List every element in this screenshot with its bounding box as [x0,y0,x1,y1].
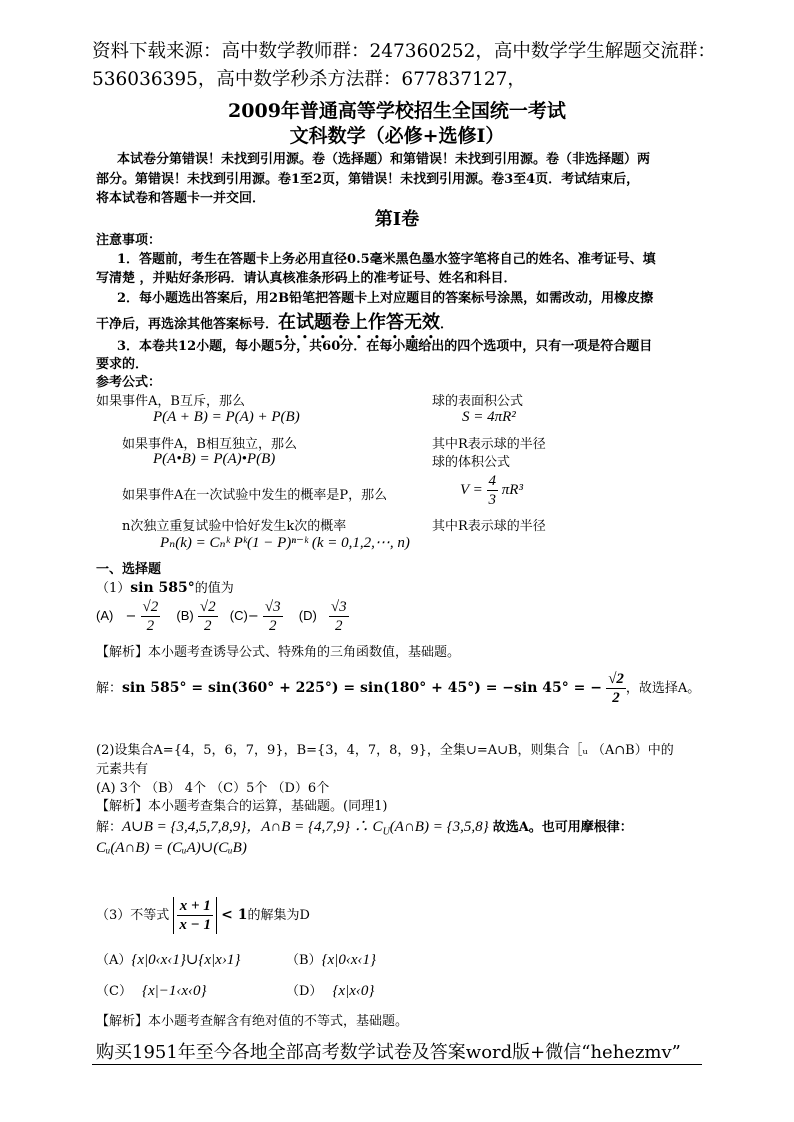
intro-line3: 将本试卷和答题卡一并交回． [96,191,266,206]
formula-mutex-label: 如果事件A，B互斥，那么 [96,394,245,409]
sphere-area-label: 球的表面积公式 [432,394,524,409]
formula-independent: P(A•B) = P(A)•P(B) [153,451,276,467]
formula-binomial: Pₙ(k) = Cₙᵏ Pᵏ(1 − P)ⁿ⁻ᵏ (k = 0,1,2,⋯, n) [160,535,410,551]
part1-heading: 一、选择题 [96,562,162,577]
q3-option-c: （C） {x|−1‹x‹0} [96,983,207,999]
sphere-radius-note1: 其中R表示球的半径 [432,437,546,452]
formula-mutex: P(A + B) = P(A) + P(B) [153,409,300,425]
note1-line2: 写清楚 ，并贴好条形码．请认真核准条形码上的准考证号、姓名和科目． [96,271,517,286]
note1-line1: 1．答题前，考生在答题卡上务必用直径0.5毫米黑色墨水签字笔将自己的姓名、准考证号、填 [117,252,656,267]
q2-analysis: 【解析】本小题考查集合的运算，基础题。(同理1) [96,799,388,814]
formula-independent-label: 如果事件A，B相互独立，那么 [122,437,297,452]
q1-solution-fraction: $\frac{√2}{2}$ [608,671,624,706]
formula-binomial-label: n次独立重复试验中恰好发生k次的概率 [122,519,347,534]
sphere-area-formula: S = 4πR² [462,409,516,425]
notes-heading: 注意事项： [96,233,162,248]
q1-option-b-fraction: $\frac{√2}{2}$ [199,599,216,634]
q2-stem-line1: (2)设集合A={4，5，6，7，9}，B={3，4，7，8，9}，全集∪=A∪B，则集合［ᵤ （A∩B）中的 [96,743,674,758]
q1-option-d-fraction: $\frac{√3}{2}$ [330,599,347,634]
intro-line2: 部分。第错误！未找到引用源。卷1至2页，第错误！未找到引用源。卷3至4页．考试结束后， [96,172,640,187]
note3-line1: 3．本卷共12小题，每小题5分，共60分．在每小题给出的四个选项中，只有一项是符合题目 [117,339,653,354]
note3-line2: 要求的． [96,357,149,372]
sphere-volume-label: 球的体积公式 [432,455,511,470]
q3-stem: （3）不等式 $\frac{x + 1}{x - 1}$ < 1的解集为D [96,898,310,933]
note2-end: ． [440,317,454,332]
q2-stem-line2: 元素共有 [96,762,149,777]
footer-ad: 购买1951年至今各地全部高考数学试卷及答案word版+微信“hehezmv” [96,1042,681,1063]
note2-text: 干净后，再选涂其他答案标号． [96,317,279,332]
q1-stem: （1）sin 585°的值为 [96,580,234,596]
note2-line1: 2．每小题选出答案后，用2B铅笔把答题卡上对应题目的答案标号涂黑，如需改动，用橡皮擦 [117,291,654,306]
q1-option-a-fraction: $\frac{√2}{2}$ [142,599,159,634]
note2-emphasis: 在试题卷上作答无效 [278,312,441,333]
q3-option-a: （A）{x|0‹x‹1}∪{x|x›1} [96,952,241,968]
footer-divider [92,1064,702,1065]
q2-solution: 解：A∪B = {3,4,5,7,8,9}，A∩B = {4,7,9} ∴ $C_U(A\cap B) = \{3,5,8\}$ 故选A。也可用摩根律： [96,819,633,838]
section-title: 第Ⅰ卷 [374,209,420,230]
fraction-4-3: $\frac{4}{3}$ [488,473,497,508]
exam-subtitle: 文科数学（必修+选修Ⅰ） [289,125,505,147]
q2-options: (A) 3个 （B） 4个 （C）5个 （D）6个 [96,781,330,796]
q3-absolute-value: $\frac{x + 1}{x - 1}$ [173,897,217,934]
exam-title: 2009年普通高等学校招生全国统一考试 [228,100,566,122]
q3-option-b: （B）{x|0‹x‹1} [286,952,376,968]
formulas-heading: 参考公式： [96,375,162,390]
q1-option-c-fraction: $\frac{√3}{2}$ [264,599,281,634]
source-header-line1: 资料下载来源：高中数学教师群：247360252，高中数学学生解题交流群： [92,41,716,62]
source-header-line2: 536036395，高中数学秒杀方法群：677837127， [92,69,526,90]
q3-option-d: （D） {x|x‹0} [286,983,375,999]
intro-line1: 本试卷分第错误！未找到引用源。卷（选择题）和第错误！未找到引用源。卷（非选择题）两 [117,152,651,167]
sphere-volume-formula: V = $\frac{4}{3}$ πR³ [460,473,523,508]
q1-options: (A) − $\frac{√2}{2}$ (B) $\frac{√2}{2}$ (C)− $\frac{√3}{2}$ (D) $\frac{√3}{2}$ [96,599,347,634]
q1-analysis: 【解析】本小题考查诱导公式、特殊角的三角函数值，基础题。 [96,645,461,660]
q3-analysis: 【解析】本小题考查解含有绝对值的不等式，基础题。 [96,1014,409,1029]
sphere-radius-note2: 其中R表示球的半径 [432,519,546,534]
q2-solution-demorgan: Cᵤ(A∩B) = (CᵤA)∪(CᵤB) [96,840,247,856]
q1-solution: 解：sin 585° = sin(360° + 225°) = sin(180° + 45°) = −sin 45° = − $\frac{√2}{2}$ ，故选择A。 [96,671,701,706]
formula-prob-label: 如果事件A在一次试验中发生的概率是P，那么 [122,488,388,503]
